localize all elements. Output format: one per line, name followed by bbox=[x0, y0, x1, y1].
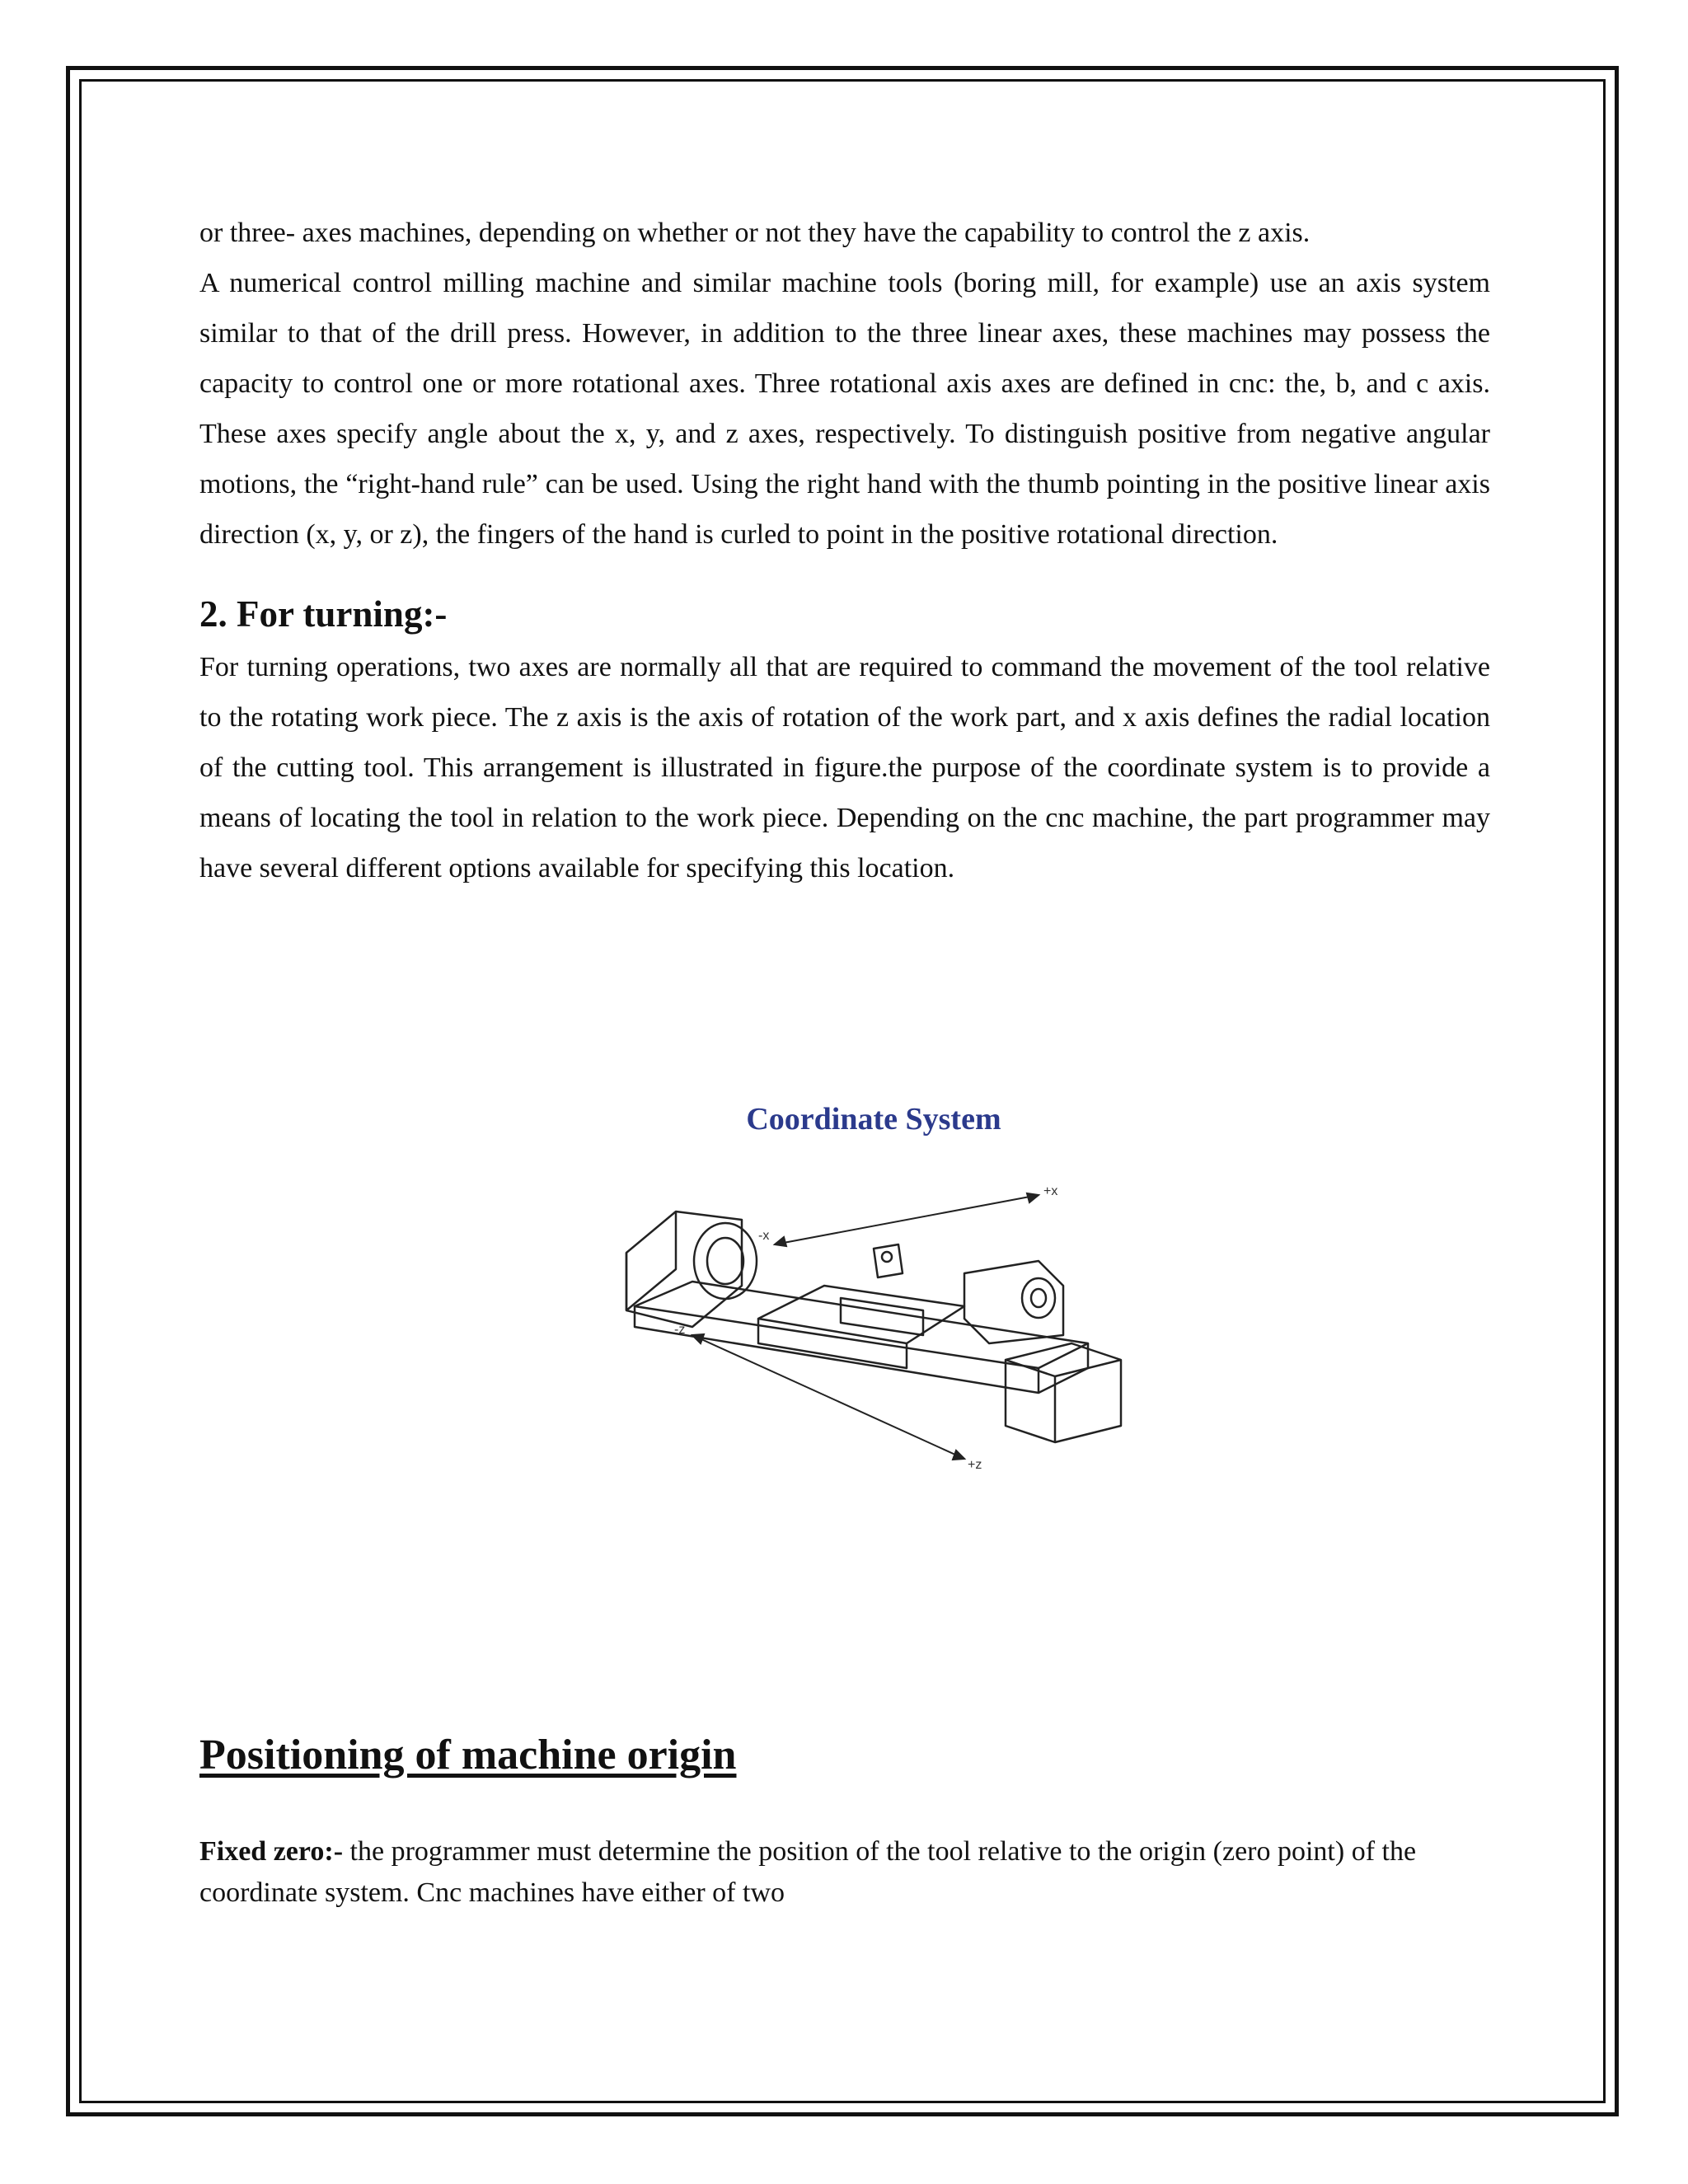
document-body bbox=[199, 208, 1490, 893]
carriage bbox=[758, 1286, 964, 1343]
x-axis-line bbox=[775, 1195, 1039, 1244]
plus-z-arrowhead bbox=[953, 1451, 964, 1460]
intro-line: or three- axes machines, depending on whether or not they have the capability to control the z axis. bbox=[199, 218, 1311, 248]
minus-x-label: -x bbox=[758, 1229, 770, 1243]
plus-z-label: +z bbox=[968, 1458, 982, 1472]
coordinate-system-figure bbox=[577, 1096, 1170, 1525]
z-axis-line bbox=[692, 1335, 964, 1459]
minus-z-label: -z bbox=[674, 1323, 686, 1337]
headstock bbox=[626, 1212, 742, 1327]
minus-x-arrowhead bbox=[775, 1237, 786, 1246]
intro-paragraph: A numerical control milling machine and similar machine tools (boring mill, for example) use an axis system similar to that of the drill press. However, in addition to the three linear axes, these machines may possess the capacity to control one or more rotational axes. Three rotational axis axes are defined in cnc: the, b, and c axis. These axes specify angle about the x, y, and z axes, respectively. To distinguish positive from negative angular motions, the “right-hand rule” can be used. Using the right hand with the thumb pointing in the positive linear axis direction (x, y, or z), the fingers of the hand is curled to point in the positive rotational direction. bbox=[199, 268, 1490, 550]
fixed-zero-term: Fixed zero:- bbox=[199, 1836, 344, 1867]
gear-box bbox=[1006, 1343, 1121, 1442]
turning-paragraph: For turning operations, two axes are normally all that are required to command the movement of the tool relative to the rotating work piece. The z axis is the axis of rotation of the work part, and x axis defines the radial location of the cutting tool. This arrangement is illustrated in figure.the purpose of the coordinate system is to provide a means of locating the tool in relation to the work piece. Depending on the cnc machine, the part programmer may have several different options available for specifying this location. bbox=[199, 652, 1490, 883]
lathe-diagram bbox=[577, 1096, 1170, 1525]
plus-x-arrowhead bbox=[1027, 1193, 1039, 1202]
turning-heading: 2. For turning:- bbox=[199, 593, 448, 635]
minus-z-arrowhead bbox=[692, 1334, 704, 1343]
figure-title: Coordinate System bbox=[746, 1102, 1001, 1137]
origin-heading: Positioning of machine origin bbox=[199, 1732, 737, 1779]
plus-x-label: +x bbox=[1043, 1184, 1058, 1198]
fixed-zero-text: the programmer must determine the position of the tool relative to the origin (zero point) of the coordinate system. Cnc machines have either of two bbox=[199, 1836, 1417, 1908]
lathe-drawing bbox=[626, 1212, 1121, 1442]
fixed-zero-paragraph bbox=[199, 1831, 1490, 1914]
